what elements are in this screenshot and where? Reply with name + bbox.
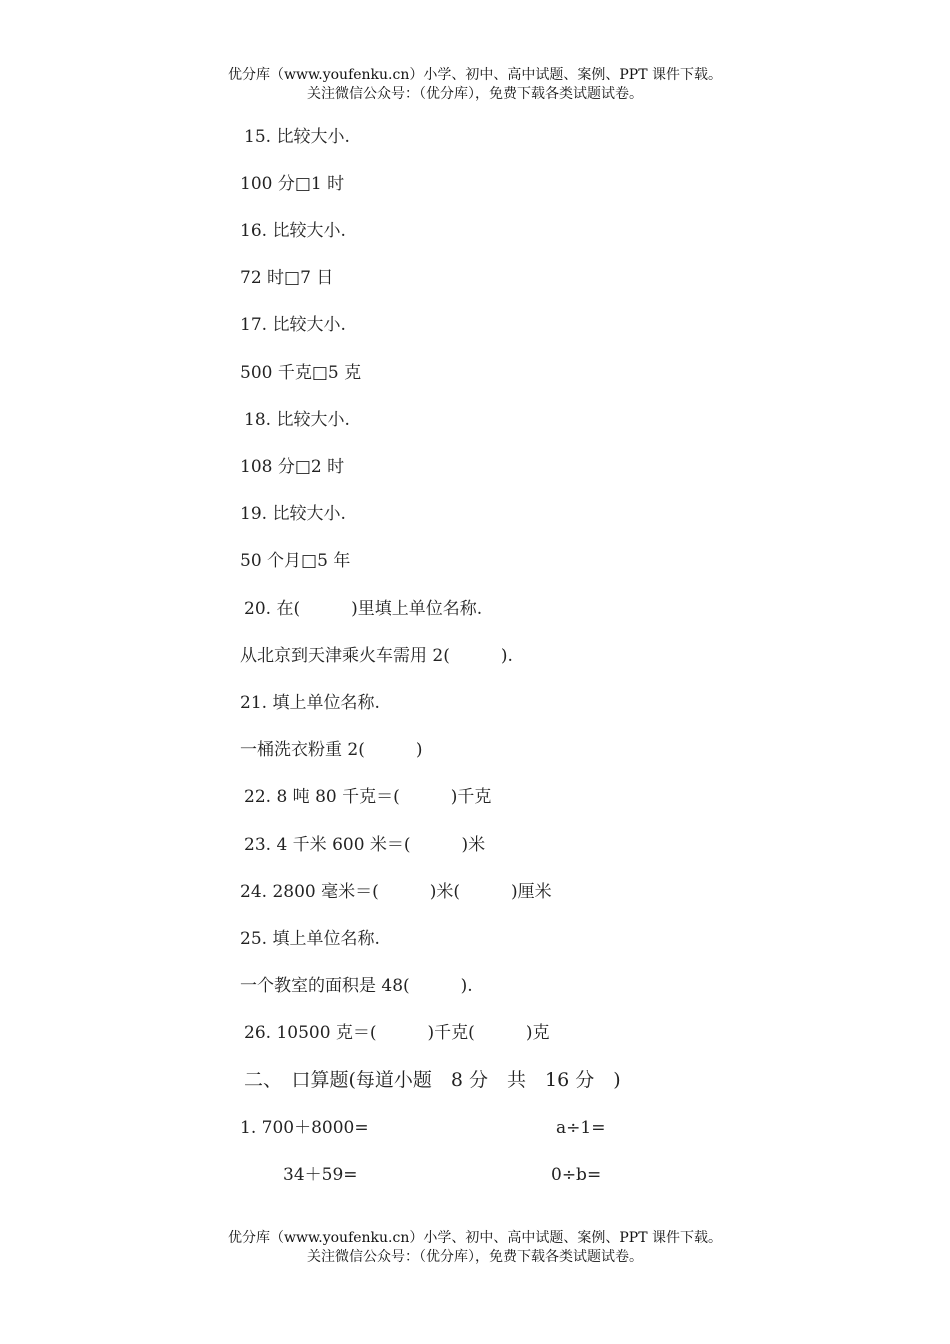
footer-line-1: 优分库（www.youfenku.cn）小学、初中、高中试题、案例、PPT 课件下载。 (227, 1230, 722, 1246)
question-17-body: 500 千克□5 克 (240, 363, 362, 383)
page-footer (0, 1229, 950, 1267)
question-15-title: 15. 比较大小. (244, 127, 350, 147)
question-18-body: 108 分□2 时 (240, 457, 345, 477)
question-21-body: 一桶洗衣粉重 2( ) (240, 740, 423, 760)
section-2-title: 二、 口算题(每道小题 8 分 共 16 分 ) (244, 1069, 621, 1091)
calc-1-right: a÷1= (556, 1118, 606, 1138)
question-20-body: 从北京到天津乘火车需用 2( ). (240, 646, 513, 666)
header-line-1: 优分库（www.youfenku.cn）小学、初中、高中试题、案例、PPT 课件下载。 (227, 67, 722, 83)
question-19-body: 50 个月□5 年 (240, 551, 351, 571)
question-19-title: 19. 比较大小. (240, 504, 346, 524)
question-15-body: 100 分□1 时 (240, 174, 345, 194)
question-16-body: 72 时□7 日 (240, 268, 334, 288)
question-17-title: 17. 比较大小. (240, 315, 346, 335)
question-21-title: 21. 填上单位名称. (240, 693, 380, 713)
question-18-title: 18. 比较大小. (244, 410, 350, 430)
question-16-title: 16. 比较大小. (240, 221, 346, 241)
header-line-2: 关注微信公众号：（优分库），免费下载各类试题试卷。 (307, 86, 643, 102)
question-23: 23. 4 千米 600 米＝( )米 (244, 835, 486, 855)
footer-line-2: 关注微信公众号：（优分库），免费下载各类试题试卷。 (307, 1249, 643, 1265)
page-header (0, 66, 950, 104)
calc-1-left: 1. 700＋8000= (240, 1118, 369, 1138)
calc-2-left: 34＋59= (283, 1165, 358, 1185)
question-20-title: 20. 在( )里填上单位名称. (244, 599, 483, 619)
question-25-title: 25. 填上单位名称. (240, 929, 380, 949)
calc-2-right: 0÷b= (551, 1165, 602, 1185)
question-25-body: 一个教室的面积是 48( ). (240, 976, 473, 996)
question-22: 22. 8 吨 80 千克＝( )千克 (244, 787, 492, 807)
question-26: 26. 10500 克＝( )千克( )克 (244, 1023, 550, 1043)
question-24: 24. 2800 毫米＝( )米( )厘米 (240, 882, 552, 902)
